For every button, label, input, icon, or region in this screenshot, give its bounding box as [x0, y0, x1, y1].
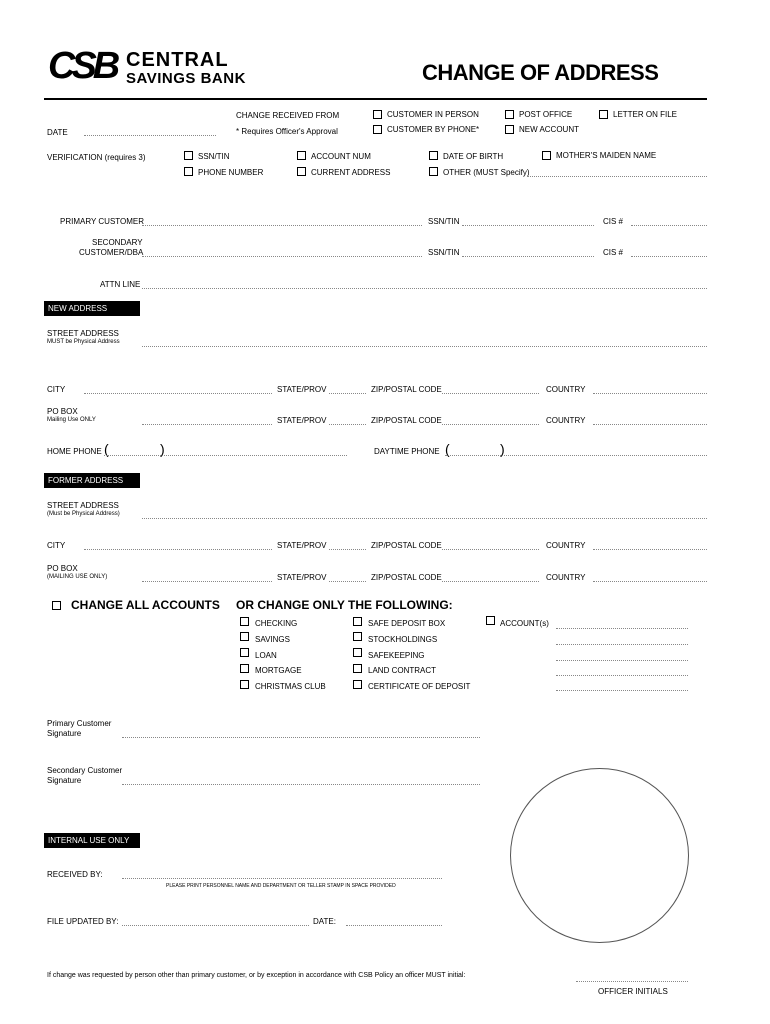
checkbox-phone-number[interactable]: [184, 167, 193, 176]
new-city-label: CITY: [47, 385, 66, 394]
cis-field-2[interactable]: [631, 256, 707, 257]
option-post-office: POST OFFICE: [519, 110, 573, 119]
former-street-note: (Must be Physical Address): [47, 511, 120, 517]
checkbox-christmas-club[interactable]: [240, 680, 249, 689]
checkbox-loan[interactable]: [240, 648, 249, 657]
home-phone-paren-open: (: [104, 441, 109, 457]
approval-note: * Requires Officer's Approval: [236, 127, 338, 136]
former-country-label: COUNTRY: [546, 541, 586, 550]
new-pobox-country-field[interactable]: [593, 424, 707, 425]
option-new-account: NEW ACCOUNT: [519, 125, 579, 134]
checkbox-safe-deposit-box[interactable]: [353, 617, 362, 626]
checkbox-customer-by-phone[interactable]: [373, 125, 382, 134]
former-city-field[interactable]: [84, 549, 272, 550]
secondary-signature-field[interactable]: [122, 784, 480, 785]
account-line-3[interactable]: [556, 660, 688, 661]
new-state-field[interactable]: [329, 393, 366, 394]
daytime-phone-paren-close: ): [500, 441, 505, 457]
file-updated-date-label: DATE:: [313, 917, 336, 926]
new-pobox-zip-field[interactable]: [442, 424, 539, 425]
new-pobox-note: Mailing Use ONLY: [47, 417, 96, 423]
received-label: CHANGE RECEIVED FROM: [236, 111, 340, 120]
print-note: PLEASE PRINT PERSONNEL NAME AND DEPARTMENT OR TELLER STAMP IN SPACE PROVIDED: [166, 883, 396, 889]
ssn-field-2[interactable]: [462, 256, 594, 257]
checkbox-account-num[interactable]: [297, 151, 306, 160]
checkbox-new-account[interactable]: [505, 125, 514, 134]
account-line-4[interactable]: [556, 675, 688, 676]
checkbox-other[interactable]: [429, 167, 438, 176]
checkbox-mortgage[interactable]: [240, 664, 249, 673]
new-pobox-field[interactable]: [142, 424, 272, 425]
option-letter-on-file: LETTER ON FILE: [613, 110, 678, 119]
cis-label-2: CIS #: [603, 248, 624, 257]
new-pobox-state-field[interactable]: [329, 424, 366, 425]
checkbox-post-office[interactable]: [505, 110, 514, 119]
verif-other: OTHER (MUST Specify): [443, 168, 530, 177]
checkbox-mothers-maiden-name[interactable]: [542, 151, 551, 160]
acct-loan: LOAN: [255, 651, 277, 660]
verif-mothers-maiden-name: MOTHER'S MAIDEN NAME: [556, 151, 657, 160]
former-pobox-country-label: COUNTRY: [546, 573, 586, 582]
new-zip-label: ZIP/POSTAL CODE: [371, 385, 442, 394]
bank-name-line1: CENTRAL: [126, 49, 229, 71]
former-address-header: FORMER ADDRESS: [44, 473, 140, 488]
acct-savings: SAVINGS: [255, 635, 290, 644]
checkbox-safekeeping[interactable]: [353, 648, 362, 657]
new-street-label: STREET ADDRESS: [47, 329, 119, 338]
secondary-label-1: SECONDARY: [92, 238, 143, 247]
account-line-1[interactable]: [556, 628, 688, 629]
daytime-phone-label: DAYTIME PHONE: [374, 447, 440, 456]
checkbox-checking[interactable]: [240, 617, 249, 626]
page-title: CHANGE OF ADDRESS: [422, 60, 659, 85]
new-city-field[interactable]: [84, 393, 272, 394]
ssn-label-1: SSN/TIN: [428, 217, 460, 226]
verif-date-of-birth: DATE OF BIRTH: [443, 152, 504, 161]
former-pobox-zip-label: ZIP/POSTAL CODE: [371, 573, 442, 582]
former-state-field[interactable]: [329, 549, 366, 550]
former-country-field[interactable]: [593, 549, 707, 550]
checkbox-date-of-birth[interactable]: [429, 151, 438, 160]
change-only-label: OR CHANGE ONLY THE FOLLOWING:: [236, 598, 453, 612]
logo-text: CSB: [48, 45, 117, 87]
date-field[interactable]: [84, 135, 216, 136]
checkbox-current-address[interactable]: [297, 167, 306, 176]
attn-line-label: ATTN LINE: [100, 280, 141, 289]
acct-christmas-club: CHRISTMAS CLUB: [255, 682, 326, 691]
former-pobox-state-label: STATE/PROV: [277, 573, 327, 582]
new-address-header: NEW ADDRESS: [44, 301, 140, 316]
checkbox-customer-in-person[interactable]: [373, 110, 382, 119]
verif-phone-number: PHONE NUMBER: [198, 168, 264, 177]
ssn-field-1[interactable]: [462, 225, 594, 226]
new-pobox-country-label: COUNTRY: [546, 416, 586, 425]
verif-ssn-tin: SSN/TIN: [198, 152, 230, 161]
new-street-note: MUST be Physical Address: [47, 339, 120, 345]
officer-initials-field[interactable]: [576, 981, 688, 982]
former-pobox-note: (MAILING USE ONLY): [47, 574, 108, 580]
checkbox-certificate-of-deposit[interactable]: [353, 680, 362, 689]
former-pobox-state-field[interactable]: [329, 581, 366, 582]
checkbox-change-all-accounts[interactable]: [52, 601, 61, 610]
former-pobox-zip-field[interactable]: [442, 581, 539, 582]
title-rule: [44, 98, 707, 100]
former-pobox-field[interactable]: [142, 581, 272, 582]
checkbox-stockholdings[interactable]: [353, 632, 362, 641]
daytime-phone-field[interactable]: [445, 455, 707, 456]
officer-initials-label: OFFICER INITIALS: [598, 987, 668, 996]
file-updated-field[interactable]: [122, 925, 309, 926]
primary-customer-label: PRIMARY CUSTOMER: [60, 217, 145, 226]
verif-current-address: CURRENT ADDRESS: [311, 168, 391, 177]
file-updated-date-field[interactable]: [346, 925, 442, 926]
checkbox-ssn-tin[interactable]: [184, 151, 193, 160]
former-pobox-label: PO BOX: [47, 564, 78, 573]
verification-label: VERIFICATION (requires 3): [47, 153, 146, 162]
account-line-5[interactable]: [556, 690, 688, 691]
attn-line-field[interactable]: [142, 288, 707, 289]
received-by-label: RECEIVED BY:: [47, 870, 103, 879]
bank-name-line2: SAVINGS BANK: [126, 70, 246, 87]
date-label: DATE: [47, 128, 68, 137]
checkbox-accounts[interactable]: [486, 616, 495, 625]
internal-use-header: INTERNAL USE ONLY: [44, 833, 140, 848]
new-street-field[interactable]: [142, 346, 707, 347]
new-country-label: COUNTRY: [546, 385, 586, 394]
former-zip-field[interactable]: [442, 549, 539, 550]
acct-checking: CHECKING: [255, 619, 298, 628]
cis-label-1: CIS #: [603, 217, 624, 226]
home-phone-paren-close: ): [160, 441, 165, 457]
other-specify-field[interactable]: [527, 176, 707, 177]
primary-signature-label-2: Signature: [47, 729, 82, 738]
option-customer-in-person: CUSTOMER IN PERSON: [387, 110, 479, 119]
primary-customer-field[interactable]: [142, 225, 422, 226]
new-pobox-label: PO BOX: [47, 407, 78, 416]
cis-field-1[interactable]: [631, 225, 707, 226]
file-updated-label: FILE UPDATED BY:: [47, 917, 119, 926]
former-zip-label: ZIP/POSTAL CODE: [371, 541, 442, 550]
former-street-field[interactable]: [142, 518, 707, 519]
checkbox-letter-on-file[interactable]: [599, 110, 608, 119]
new-pobox-zip-label: ZIP/POSTAL CODE: [371, 416, 442, 425]
acct-certificate-of-deposit: CERTIFICATE OF DEPOSIT: [368, 682, 471, 691]
secondary-signature-label-2: Signature: [47, 776, 82, 785]
former-pobox-country-field[interactable]: [593, 581, 707, 582]
new-zip-field[interactable]: [442, 393, 539, 394]
stamp-circle: [510, 768, 689, 943]
primary-signature-label-1: Primary Customer: [47, 719, 112, 728]
acct-stockholdings: STOCKHOLDINGS: [368, 635, 438, 644]
accounts-label: ACCOUNT(s): [500, 619, 549, 628]
footer-note: If change was requested by person other than primary customer, or by exception in accordance with CSB Policy an officer MUST initial:: [47, 972, 466, 979]
secondary-label-2: CUSTOMER/DBA: [79, 248, 144, 257]
home-phone-field[interactable]: [104, 455, 347, 456]
verif-account-num: ACCOUNT NUM: [311, 152, 371, 161]
acct-land-contract: LAND CONTRACT: [368, 666, 437, 675]
home-phone-label: HOME PHONE: [47, 447, 102, 456]
secondary-customer-field[interactable]: [142, 256, 422, 257]
new-state-label: STATE/PROV: [277, 385, 327, 394]
former-state-label: STATE/PROV: [277, 541, 327, 550]
former-street-label: STREET ADDRESS: [47, 501, 119, 510]
acct-safekeeping: SAFEKEEPING: [368, 651, 425, 660]
option-customer-by-phone: CUSTOMER BY PHONE*: [387, 125, 480, 134]
ssn-label-2: SSN/TIN: [428, 248, 460, 257]
checkbox-land-contract[interactable]: [353, 664, 362, 673]
secondary-signature-label-1: Secondary Customer: [47, 766, 123, 775]
acct-safe-deposit-box: SAFE DEPOSIT BOX: [368, 619, 446, 628]
checkbox-savings[interactable]: [240, 632, 249, 641]
primary-signature-field[interactable]: [122, 737, 480, 738]
csb-logo: [44, 44, 118, 88]
acct-mortgage: MORTGAGE: [255, 666, 302, 675]
new-country-field[interactable]: [593, 393, 707, 394]
new-pobox-state-label: STATE/PROV: [277, 416, 327, 425]
daytime-phone-paren-open: (: [445, 441, 450, 457]
account-line-2[interactable]: [556, 644, 688, 645]
change-all-accounts-label: CHANGE ALL ACCOUNTS: [71, 598, 220, 612]
former-city-label: CITY: [47, 541, 66, 550]
received-by-field[interactable]: [122, 878, 442, 879]
